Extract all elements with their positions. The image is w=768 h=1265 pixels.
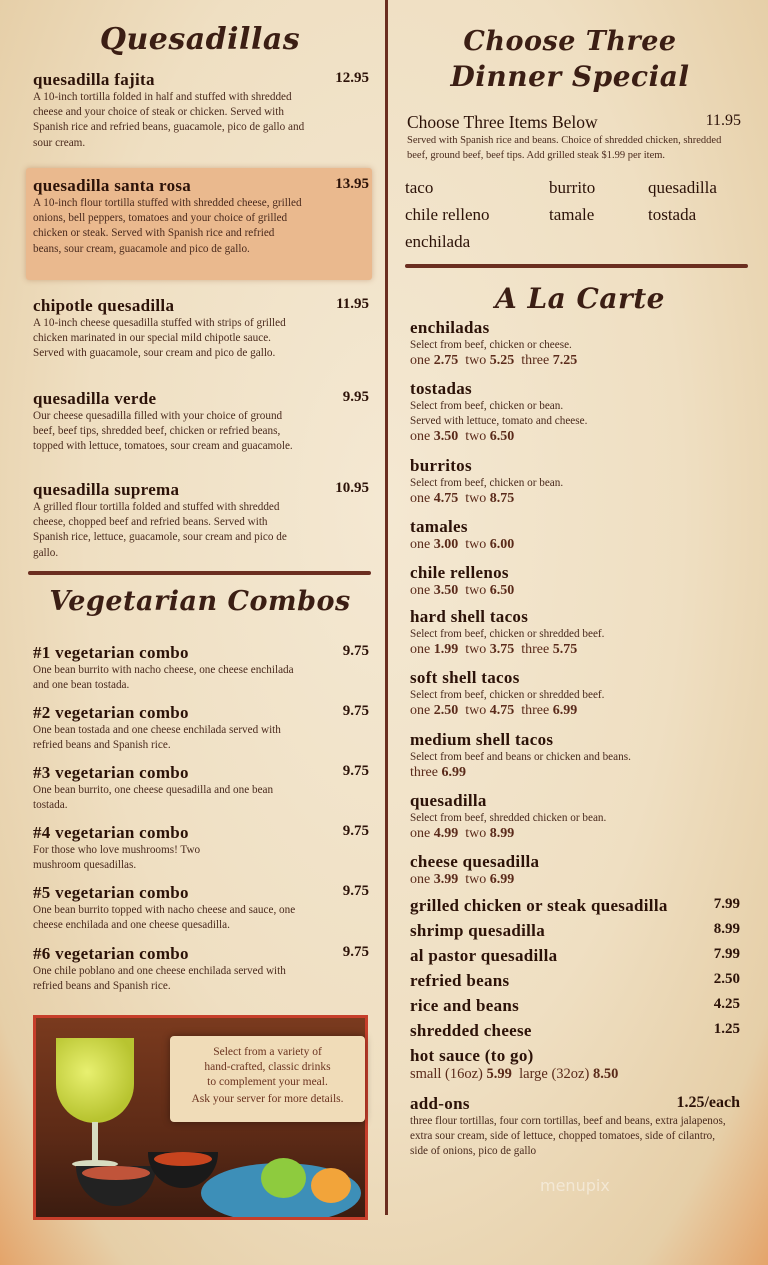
alc-al-pastor-quesadilla	[410, 946, 740, 966]
promo-line-2: hand-crafted, classic drinks	[204, 1061, 331, 1073]
item-name: quesadilla suprema	[33, 480, 180, 499]
item-price: 7.99	[713, 946, 740, 962]
option-price: 6.99	[441, 765, 466, 781]
option-price: 3.50	[433, 429, 459, 445]
item-desc: One bean tostada and one cheese enchilada served with refried beans and Spanish rice.	[33, 724, 281, 752]
item-name: quesadilla verde	[33, 389, 157, 408]
menu-item-veg-combo-6	[33, 944, 369, 994]
option-price: 3.00	[433, 537, 459, 552]
choose-three-desc: Served with Spanish rice and beans. Choice of shredded chicken, shredded beef, ground beef, beef tips. Add grilled steak $1.99 per item.	[407, 135, 722, 161]
vegetarian-title: Vegetarian Combos	[49, 586, 351, 617]
alc-grilled-quesadilla	[410, 896, 740, 916]
item-name: add-ons	[410, 1094, 470, 1113]
alc-rice-and-beans	[410, 996, 740, 1016]
item-desc: One bean burrito, one cheese quesadilla and one bean tostada.	[33, 784, 274, 812]
item-desc: Select from beef, chicken or cheese.	[410, 339, 572, 351]
item-desc: Select from beef, chicken or shredded beef.	[410, 628, 605, 640]
option-price: 6.00	[489, 537, 515, 552]
option-label: three	[521, 353, 550, 369]
option-price: 8.50	[592, 1066, 619, 1082]
item-name: tamales	[410, 517, 468, 536]
option-label: one	[410, 491, 431, 507]
drinks-promo-note	[170, 1036, 365, 1122]
item-name: chipotle quesadilla	[33, 296, 175, 315]
salsa	[154, 1152, 212, 1166]
option-label: one	[410, 583, 431, 598]
item-name: #5 vegetarian combo	[33, 883, 189, 902]
alc-quesadilla	[410, 791, 740, 842]
option-label: two	[465, 353, 487, 369]
watermark: menupix	[540, 1176, 610, 1195]
option-price: 3.99	[433, 872, 459, 887]
a-la-carte-title: A La Carte	[495, 282, 665, 315]
alc-burritos	[410, 456, 740, 507]
item-options	[410, 583, 740, 599]
item-options	[410, 491, 740, 507]
option-label: one	[410, 642, 431, 658]
item-price: 9.75	[342, 944, 369, 960]
option-burrito: burrito	[549, 178, 596, 197]
option-label: two	[465, 826, 487, 842]
item-name: burritos	[410, 456, 472, 475]
item-name: shredded cheese	[410, 1021, 532, 1040]
choose-three-price: 11.95	[705, 112, 741, 129]
menu-item-veg-combo-4	[33, 823, 369, 873]
item-price: 9.75	[342, 883, 369, 899]
alc-soft-shell-tacos	[410, 668, 740, 719]
item-name: #6 vegetarian combo	[33, 944, 189, 963]
option-tamale: tamale	[549, 205, 595, 224]
menu-item-chipotle-quesadilla	[33, 296, 369, 362]
option-label: three	[521, 703, 550, 719]
alc-hot-sauce	[410, 1046, 740, 1083]
item-name: al pastor quesadilla	[410, 946, 558, 965]
item-name: enchiladas	[410, 318, 490, 337]
choose-three-heading-row	[407, 112, 741, 163]
option-label: two	[465, 642, 487, 658]
option-tostada: tostada	[648, 205, 697, 224]
option-price: 1.99	[433, 642, 459, 658]
item-price: 2.50	[713, 971, 740, 987]
menu-item-quesadilla-verde	[33, 389, 369, 455]
item-name: hard shell tacos	[410, 607, 529, 626]
item-name: rice and beans	[410, 996, 520, 1015]
item-name: quesadilla santa rosa	[33, 176, 192, 195]
item-name: #2 vegetarian combo	[33, 703, 189, 722]
option-label: three	[521, 642, 550, 658]
section-divider	[28, 571, 371, 575]
item-desc: Our cheese quesadilla filled with your choice of ground beef, beef tips, shredded beef, chicken or refried beans, topped with lettuce, tomatoes, sour cream and guacamole.	[33, 410, 293, 453]
alc-chile-rellenos	[410, 563, 740, 599]
option-label: two	[465, 583, 487, 598]
item-name: refried beans	[410, 971, 510, 990]
item-name: #1 vegetarian combo	[33, 643, 189, 662]
option-price: 6.50	[489, 429, 515, 445]
item-desc: Select from beef, shredded chicken or bean.	[410, 812, 607, 824]
promo-line-1: Select from a variety of	[213, 1046, 322, 1058]
item-options	[410, 429, 740, 445]
option-taco: taco	[405, 178, 434, 197]
item-price: 9.75	[342, 763, 369, 779]
alc-shrimp-quesadilla	[410, 921, 740, 941]
item-price: 10.95	[335, 480, 369, 496]
item-price: 9.75	[342, 823, 369, 839]
menu-item-veg-combo-3	[33, 763, 369, 813]
alc-tostadas	[410, 379, 740, 445]
item-desc: Select from beef, chicken or bean.	[410, 477, 564, 489]
item-options	[410, 1066, 740, 1083]
item-price: 8.99	[713, 921, 740, 937]
item-name: cheese quesadilla	[410, 852, 540, 871]
option-quesadilla: quesadilla	[648, 178, 717, 197]
quesadillas-title: Quesadillas	[99, 22, 301, 57]
option-label: three	[410, 765, 438, 781]
option-price: 5.25	[489, 353, 515, 369]
item-options	[410, 537, 740, 553]
option-label: one	[410, 826, 431, 842]
item-price: 4.25	[713, 996, 740, 1012]
item-desc: One bean burrito topped with nacho cheese and sauce, one cheese enchilada and one cheese quesadilla.	[33, 904, 296, 932]
option-label: small (16oz)	[410, 1066, 483, 1082]
item-desc: A 10-inch cheese quesadilla stuffed with strips of grilled chicken marinated in our special mild chipotle sauce. Served with guacamole, sour cream and pico de gallo.	[33, 317, 286, 360]
option-price: 4.99	[433, 826, 459, 842]
menu-item-quesadilla-fajita	[33, 70, 369, 151]
item-name: #3 vegetarian combo	[33, 763, 189, 782]
menu-item-veg-combo-5	[33, 883, 369, 933]
item-desc: One chile poblano and one cheese enchilada served with refried beans and Spanish rice.	[33, 965, 286, 993]
lime	[261, 1158, 306, 1198]
item-price: 9.95	[342, 389, 369, 405]
option-price: 2.75	[433, 353, 459, 369]
option-chile-relleno: chile relleno	[405, 205, 490, 224]
section-divider	[405, 264, 748, 268]
item-desc: Select from beef and beans or chicken and beans.	[410, 751, 631, 763]
option-label: one	[410, 703, 431, 719]
option-price: 3.50	[433, 583, 459, 598]
item-price: 1.25	[713, 1021, 740, 1037]
item-price: 9.75	[342, 703, 369, 719]
option-price: 4.75	[433, 491, 459, 507]
menu-item-quesadilla-santa-rosa	[33, 176, 369, 257]
option-price: 6.50	[489, 583, 515, 598]
option-label: two	[465, 429, 487, 445]
item-price: 7.99	[713, 896, 740, 912]
item-name: quesadilla	[410, 791, 487, 810]
item-desc: A 10-inch flour tortilla stuffed with shredded cheese, grilled onions, bell peppers, tomatoes and your choice of grilled chicken or steak. Served with Spanish rice and refried beans, sour cream, guacamole and pico de gallo.	[33, 197, 302, 255]
item-name: #4 vegetarian combo	[33, 823, 189, 842]
item-name: hot sauce (to go)	[410, 1046, 534, 1065]
item-price: 13.95	[335, 176, 369, 192]
option-price: 5.75	[552, 642, 578, 658]
item-name: soft shell tacos	[410, 668, 520, 687]
option-label: large (32oz)	[519, 1066, 590, 1082]
item-desc-1: Select from beef, chicken or bean.	[410, 400, 564, 412]
orange	[311, 1168, 351, 1203]
item-desc: One bean burrito with nacho cheese, one cheese enchilada and one bean tostada.	[33, 664, 294, 692]
promo-line-3: to complement your meal.	[207, 1076, 328, 1088]
menu-item-veg-combo-2	[33, 703, 369, 753]
item-desc-2: Served with lettuce, tomato and cheese.	[410, 415, 588, 428]
item-desc: For those who love mushrooms! Two mushroom quesadillas.	[33, 844, 201, 872]
alc-refried-beans	[410, 971, 740, 991]
option-label: two	[465, 537, 487, 552]
option-label: two	[465, 872, 487, 887]
item-desc: Select from beef, chicken or shredded beef.	[410, 689, 605, 701]
menu-item-quesadilla-suprema	[33, 480, 369, 561]
option-enchilada: enchilada	[405, 232, 471, 251]
option-price: 3.75	[489, 642, 515, 658]
choose-three-title-line1: Choose Three	[463, 26, 677, 57]
item-price: 1.25/each	[676, 1094, 740, 1111]
menu-item-veg-combo-1	[33, 643, 369, 693]
item-name: chile rellenos	[410, 563, 509, 582]
item-options	[410, 353, 740, 369]
alc-enchiladas	[410, 318, 740, 369]
alc-medium-shell-tacos	[410, 730, 740, 781]
option-price: 8.99	[489, 826, 515, 842]
item-options	[410, 765, 740, 781]
pico-de-gallo	[82, 1166, 150, 1180]
column-divider	[385, 0, 388, 1215]
item-name: quesadilla fajita	[33, 70, 155, 89]
promo-line-4: Ask your server for more details.	[191, 1093, 344, 1105]
item-options	[410, 642, 740, 658]
glass-stem	[92, 1122, 98, 1162]
alc-tamales	[410, 517, 740, 553]
option-label: one	[410, 872, 431, 887]
option-label: two	[465, 491, 487, 507]
item-options	[410, 826, 740, 842]
item-name: grilled chicken or steak quesadilla	[410, 896, 668, 915]
option-price: 6.99	[489, 872, 515, 887]
option-price: 6.99	[552, 703, 578, 719]
item-name: tostadas	[410, 379, 472, 398]
alc-cheese-quesadilla	[410, 852, 740, 888]
item-desc: A grilled flour tortilla folded and stuffed with shredded cheese, chopped beef and refried beans. Served with Spanish rice, lettuce, guacamole, sour cream and pico de gallo.	[33, 501, 287, 559]
choose-three-title-line2: Dinner Special	[450, 60, 690, 93]
item-price: 9.75	[342, 643, 369, 659]
option-label: two	[465, 703, 487, 719]
item-options	[410, 703, 740, 719]
item-name: shrimp quesadilla	[410, 921, 545, 940]
option-price: 5.99	[486, 1066, 512, 1082]
alc-hard-shell-tacos	[410, 607, 740, 658]
item-name: medium shell tacos	[410, 730, 554, 749]
item-options	[410, 872, 740, 888]
option-price: 4.75	[489, 703, 515, 719]
choose-three-heading: Choose Three Items Below	[407, 112, 598, 132]
option-label: one	[410, 537, 431, 552]
alc-shredded-cheese	[410, 1021, 740, 1041]
option-label: one	[410, 353, 431, 369]
alc-add-ons	[410, 1094, 740, 1160]
option-price: 7.25	[552, 353, 578, 369]
option-price: 8.75	[489, 491, 515, 507]
margarita-glass-icon	[56, 1038, 134, 1123]
option-price: 2.50	[433, 703, 459, 719]
item-desc: A 10-inch tortilla folded in half and stuffed with shredded cheese and your choice of steak or chicken. Served with Spanish rice and refried beans, guacamole, pico de gallo and sour cream.	[33, 91, 305, 149]
item-price: 11.95	[336, 296, 369, 312]
item-price: 12.95	[335, 70, 369, 86]
item-desc: three flour tortillas, four corn tortillas, beef and beans, extra jalapenos, extra sour cream, side of lettuce, chopped tomatoes, side of cilantro, side of onions, pico de gallo	[410, 1115, 726, 1158]
option-label: one	[410, 429, 431, 445]
